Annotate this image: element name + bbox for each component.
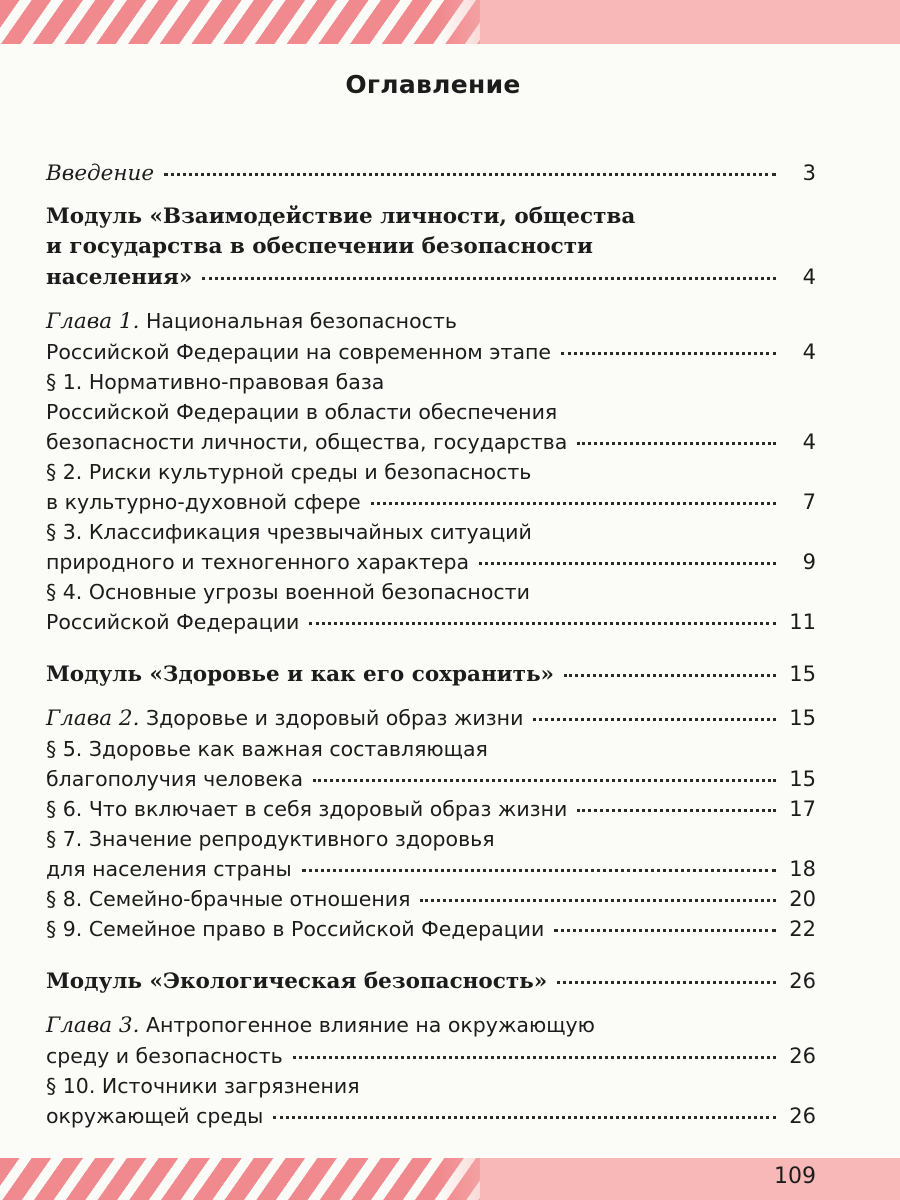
toc-page-number: 4 bbox=[802, 265, 816, 289]
toc-page-number: 4 bbox=[802, 340, 816, 364]
toc-page-number: 3 bbox=[802, 161, 816, 185]
dot-leader bbox=[273, 1116, 776, 1119]
toc-entry-line: природного и техногенного характера bbox=[46, 550, 470, 574]
dot-leader bbox=[577, 442, 776, 445]
toc-entry-module-1[interactable] bbox=[46, 202, 816, 293]
toc-entry-line: § 3. Классификация чрезвычайных ситуаций bbox=[46, 520, 532, 544]
chapter-title: Здоровье и здоровый образ жизни bbox=[145, 706, 524, 730]
toc-entry-section-3[interactable] bbox=[46, 517, 816, 577]
dot-leader bbox=[202, 277, 776, 280]
toc-entry-section-8[interactable] bbox=[46, 884, 816, 914]
toc-entry-line: безопасности личности, общества, государства bbox=[46, 430, 568, 454]
toc-page-number: 18 bbox=[789, 857, 816, 881]
page-title: Оглавление bbox=[345, 70, 521, 99]
toc-page-number: 4 bbox=[802, 430, 816, 454]
chapter-title: среду и безопасность bbox=[46, 1044, 283, 1068]
toc-entry-section-2[interactable] bbox=[46, 457, 816, 517]
toc-entry-chapter-1[interactable] bbox=[46, 306, 816, 367]
dot-leader bbox=[561, 352, 776, 355]
chapter-label: Глава 2. bbox=[46, 706, 140, 731]
toc-entry-line: Модуль «Взаимодействие личности, общества bbox=[46, 204, 636, 229]
toc-entry-intro[interactable] bbox=[46, 158, 816, 189]
toc-entry-section-7[interactable] bbox=[46, 824, 816, 884]
dot-leader bbox=[164, 173, 776, 176]
toc-entry-line: Российской Федерации в области обеспечения bbox=[46, 400, 558, 424]
toc-entry-chapter-2[interactable] bbox=[46, 703, 816, 734]
toc-page-number: 7 bbox=[802, 490, 816, 514]
top-decorative-band bbox=[0, 0, 900, 44]
chapter-label: Глава 3. bbox=[46, 1013, 140, 1038]
toc-page-number: 17 bbox=[789, 797, 816, 821]
bottom-band-fade bbox=[440, 1158, 520, 1200]
toc-entry-chapter-3[interactable] bbox=[46, 1010, 816, 1071]
toc-entry-line: § 10. Источники загрязнения bbox=[46, 1074, 360, 1098]
toc-entry-section-4[interactable] bbox=[46, 577, 816, 637]
dot-leader bbox=[309, 622, 776, 625]
toc-entry-module-2[interactable] bbox=[46, 659, 816, 690]
toc-entry-label: Модуль «Здоровье и как его сохранить» bbox=[46, 662, 554, 687]
toc-page-number: 15 bbox=[789, 767, 816, 791]
toc-entry-line: для населения страны bbox=[46, 857, 292, 881]
toc-entry-section-5[interactable] bbox=[46, 734, 816, 794]
toc-entry-line: населения» bbox=[46, 265, 193, 290]
chapter-title: Антропогенное влияние на окружающую bbox=[145, 1013, 595, 1037]
toc-entry-line: § 2. Риски культурной среды и безопасность bbox=[46, 460, 532, 484]
dot-leader bbox=[577, 809, 776, 812]
toc-entry-line: Российской Федерации bbox=[46, 610, 300, 634]
toc-entry-line: и государства в обеспечении безопасности bbox=[46, 234, 593, 259]
toc-entry-module-3[interactable] bbox=[46, 966, 816, 997]
toc-entry-line: § 4. Основные угрозы военной безопасности bbox=[46, 580, 530, 604]
toc-entry-section-1[interactable] bbox=[46, 367, 816, 457]
toc-entry-label: Введение bbox=[46, 161, 155, 186]
toc-page-number: 20 bbox=[789, 887, 816, 911]
top-solid-band bbox=[480, 0, 900, 44]
toc-entry-label: § 8. Семейно-брачные отношения bbox=[46, 887, 411, 911]
dot-leader bbox=[371, 502, 776, 505]
dot-leader bbox=[293, 1056, 776, 1059]
chapter-title: Российской Федерации на современном этапе bbox=[46, 340, 552, 364]
toc-entry-label: Модуль «Экологическая безопасность» bbox=[46, 969, 548, 994]
toc-page-number: 15 bbox=[789, 662, 816, 686]
page-number: 109 bbox=[774, 1164, 816, 1189]
dot-leader bbox=[313, 779, 776, 782]
chapter-label: Глава 1. bbox=[46, 309, 140, 334]
toc-entry-line: окружающей среды bbox=[46, 1104, 264, 1128]
toc-page-number: 26 bbox=[789, 1044, 816, 1068]
bottom-solid-band bbox=[480, 1158, 900, 1200]
dot-leader bbox=[420, 899, 776, 902]
toc-page-number: 11 bbox=[789, 610, 816, 634]
bottom-hatch-stripes bbox=[0, 1158, 480, 1200]
dot-leader bbox=[557, 981, 776, 984]
toc-page-number: 26 bbox=[789, 969, 816, 993]
dot-leader bbox=[554, 929, 776, 932]
toc-entry-line: в культурно-духовной сфере bbox=[46, 490, 361, 514]
toc-entry-section-10[interactable] bbox=[46, 1071, 816, 1131]
toc-entry-label: § 6. Что включает в себя здоровый образ жизни bbox=[46, 797, 568, 821]
toc-entry-line: благополучия человека bbox=[46, 767, 304, 791]
dot-leader bbox=[479, 562, 776, 565]
toc-page-number: 26 bbox=[789, 1104, 816, 1128]
chapter-title: Национальная безопасность bbox=[145, 309, 457, 333]
top-hatch-stripes bbox=[0, 0, 480, 44]
table-of-contents bbox=[46, 158, 816, 1131]
dot-leader bbox=[302, 869, 776, 872]
toc-entry-section-9[interactable] bbox=[46, 914, 816, 944]
toc-entry-label: § 9. Семейное право в Российской Федерации bbox=[46, 917, 545, 941]
dot-leader bbox=[564, 674, 776, 677]
toc-entry-line: § 1. Нормативно-правовая база bbox=[46, 370, 385, 394]
toc-page-number: 15 bbox=[789, 706, 816, 730]
dot-leader bbox=[533, 718, 776, 721]
toc-page-number: 9 bbox=[802, 550, 816, 574]
toc-page-number: 22 bbox=[789, 917, 816, 941]
toc-entry-line: § 7. Значение репродуктивного здоровья bbox=[46, 827, 495, 851]
toc-entry-section-6[interactable] bbox=[46, 794, 816, 824]
toc-entry-line: § 5. Здоровье как важная составляющая bbox=[46, 737, 488, 761]
top-band-fade bbox=[440, 0, 520, 44]
